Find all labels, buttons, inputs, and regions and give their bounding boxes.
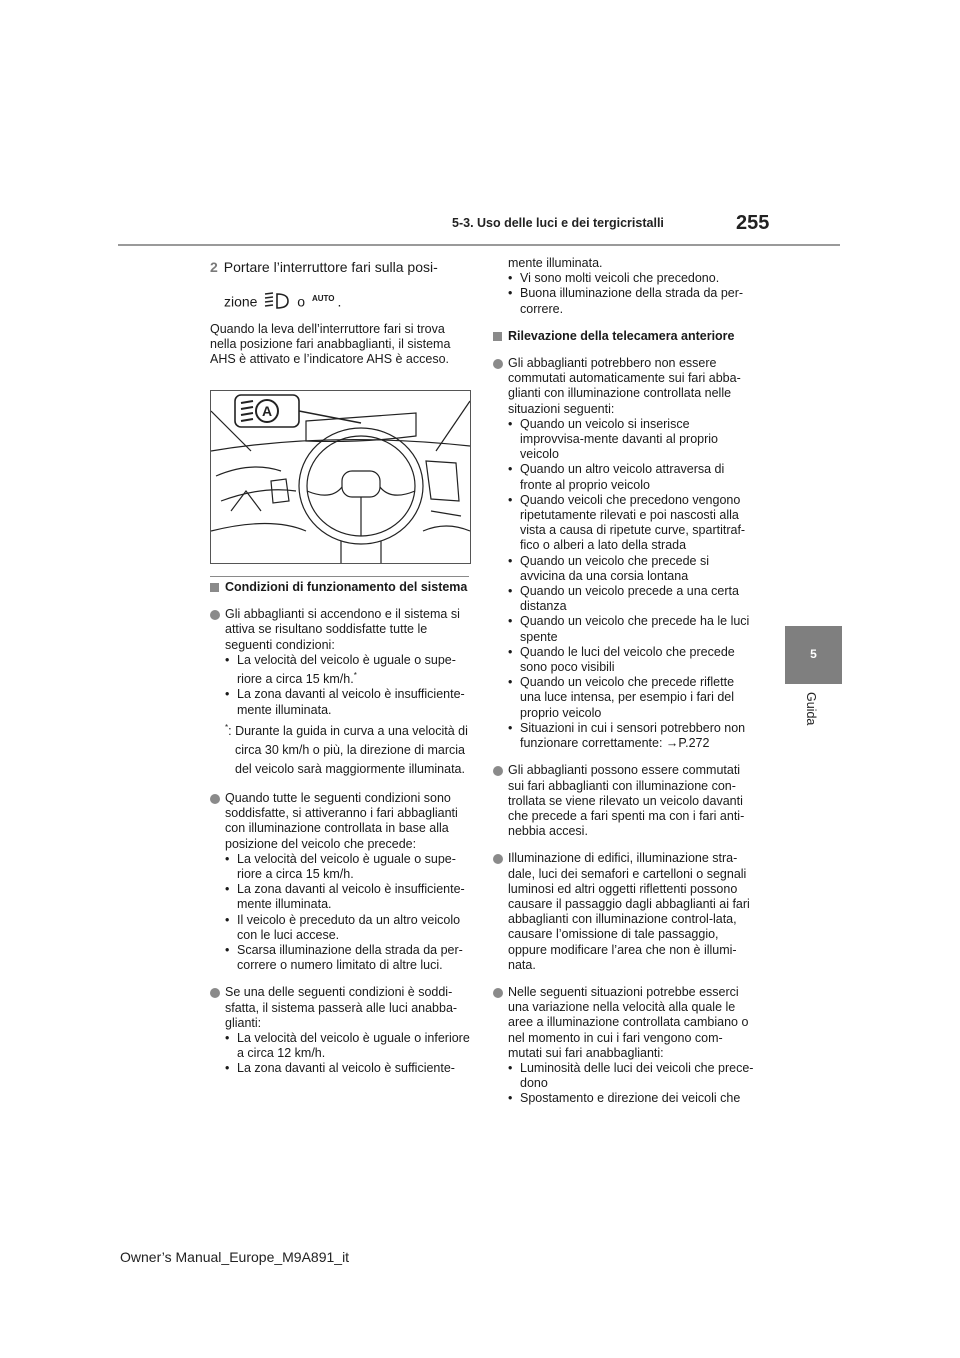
chapter-number: 5 xyxy=(810,647,817,661)
camera-bullet-4-list xyxy=(508,1061,755,1107)
list-item: • Scarsa illuminazione della strada da per-correre o numero limitato di altre luci. xyxy=(225,943,472,973)
list-item: • Spostamento e direzione dei veicoli che xyxy=(508,1091,755,1106)
bullet-1 xyxy=(210,607,472,779)
intro-text: Quando la leva dell’interruttore fari si trova nella posizione fari anabbaglianti, il sistema AHS è attivato e l’indicatore AHS è acceso. xyxy=(210,322,451,367)
circle-bullet-icon xyxy=(493,854,503,864)
footer-text: Owner’s Manual_Europe_M9A891_it xyxy=(120,1249,350,1265)
list-item: • Quando un veicolo precede a una certa distanza xyxy=(508,584,755,614)
chapter-label-wrap xyxy=(782,692,844,732)
chapter-tab[interactable] xyxy=(785,626,842,684)
footnote: *: Durante la guida in curva a una velocità di circa 30 km/h o più, la direzione di marcia del veicolo sarà maggiormente illuminata. xyxy=(225,722,468,776)
circle-bullet-icon xyxy=(210,794,220,804)
bullet-1-text: Gli abbaglianti si accendono e il sistema si attiva se risultano soddisfatte tutte le seguenti condizioni: xyxy=(225,607,460,652)
list-item: • La velocità del veicolo è uguale o supe-riore a circa 15 km/h.* xyxy=(225,653,472,688)
step-text-line1: Portare l’interruttore fari sulla posi- xyxy=(223,259,438,275)
continued-text: mente illuminata. • Vi sono molti veicoli che precedono. • Buona illuminazione della strada da per-correre. xyxy=(493,256,755,317)
bullet-2-list xyxy=(225,852,472,974)
illustration-rule xyxy=(210,576,469,577)
step-text-or: o xyxy=(297,293,306,310)
camera-bullet-1: Gli abbaglianti potrebbero non essere commutati automaticamente sui fari abba-glianti con illuminazione controllata nelle situazioni seguenti: • Quando un veicolo si inserisce improvvisa-mente davanti al proprio veicolo • Quando un altro veicolo attraversa di fronte al proprio veicolo • Quando veicoli che precedono vengono ripetutamente rilevati e poi nascosti alla vista a causa di ripetute curve, spartitraf-fico o alberi a lato della strada • Quando un veicolo che precede si avvicina da una corsia lontana • Quando un veicolo precede a una certa distanza • Quando un veicolo che precede ha le luci spente • Quando le luci del veicolo che precede sono poco visibili • Quando un veicolo che precede riflette una luce intensa, per esempio i fari del proprio veicolo • Situazioni in cui i sensori potrebbero non funzionare correttamente: →P.272 xyxy=(493,356,755,751)
left-column xyxy=(210,580,472,1077)
circle-bullet-icon xyxy=(210,610,220,620)
list-item: • Quando un veicolo si inserisce improvvisa-mente davanti al proprio veicolo xyxy=(508,417,755,463)
list-item: • La velocità del veicolo è uguale o supe-riore a circa 15 km/h. xyxy=(225,852,472,882)
square-bullet-icon xyxy=(493,332,502,341)
ahs-indicator-icon xyxy=(235,395,299,427)
step-text-pre: zione xyxy=(224,293,258,310)
circle-bullet-icon xyxy=(493,988,503,998)
list-item: • Buona illuminazione della strada da per-correre. xyxy=(508,286,755,316)
chapter-label: Guida xyxy=(804,692,818,726)
circle-bullet-icon xyxy=(493,766,503,776)
camera-bullet-2: Gli abbaglianti possono essere commutati sui fari abbaglianti con illuminazione con-trollata se viene rilevato un veicolo davanti che precede a fari spenti ma con i fari anti-nebbia accesi. xyxy=(493,763,755,839)
bullet-3-text: Se una delle seguenti condizioni è soddi-sfatta, il sistema passerà alle luci anabba-glianti: xyxy=(225,985,458,1030)
intro-paragraph xyxy=(210,322,472,368)
bullet-1-list xyxy=(225,653,472,718)
list-item: • Quando un veicolo che precede ha le luci spente xyxy=(508,614,755,644)
header-rule xyxy=(118,244,840,246)
list-item: • Il veicolo è preceduto da un altro veicolo con le luci accese. xyxy=(225,913,472,943)
low-beam-icon xyxy=(264,291,290,315)
circle-bullet-icon xyxy=(493,359,503,369)
list-item: • Quando le luci del veicolo che precede sono poco visibili xyxy=(508,645,755,675)
camera-bullet-4: Nelle seguenti situazioni potrebbe esserci una variazione nella velocità alla quale le aree a illuminazione controllata cambiano o nel momento in cui i fari vengono com-mutati sui fari anabbaglianti: • Luminosità delle luci dei veicoli che prece-dono • Spostamento e direzione dei veicoli che xyxy=(493,985,755,1107)
heading-camera: Rilevazione della telecamera anteriore xyxy=(493,329,755,344)
step-2 xyxy=(210,258,472,315)
continued-list xyxy=(508,271,755,317)
list-item: • La zona davanti al veicolo è insufficiente-mente illuminata. xyxy=(225,882,472,912)
section-title: 5-3. Uso delle luci e dei tergicristalli xyxy=(452,216,664,230)
bullet-3-list xyxy=(225,1031,472,1077)
heading-conditions: Condizioni di funzionamento del sistema xyxy=(210,580,472,595)
list-item: • La velocità del veicolo è uguale o inferiore a circa 12 km/h. xyxy=(225,1031,472,1061)
camera-bullet-3: Illuminazione di edifici, illuminazione stra-dale, luci dei semafori e cartelloni o segnali luminosi ed altri oggetti riflettenti possono causare il passaggio dagli abbaglianti ai fari abbaglianti con illuminazione control-lata, causare l’omissione di tale passaggio, oppure modificare l’area che non è illumi-nata. xyxy=(493,851,755,973)
auto-icon: AUTO xyxy=(311,294,335,303)
list-item: • Quando un altro veicolo attraversa di fronte al proprio veicolo xyxy=(508,462,755,492)
step-number: 2 xyxy=(210,259,218,275)
page-reference-link[interactable]: • Situazioni in cui i sensori potrebbero non funzionare correttamente: →P.272 xyxy=(508,721,755,751)
list-item: • Luminosità delle luci dei veicoli che prece-dono xyxy=(508,1061,755,1091)
bullet-2 xyxy=(210,791,472,973)
dashboard-drawing xyxy=(211,391,470,563)
bullet-3 xyxy=(210,985,472,1076)
list-item: • La zona davanti al veicolo è insufficiente-mente illuminata. xyxy=(225,687,472,717)
dashboard-illustration xyxy=(210,390,471,564)
list-item: • Quando veicoli che precedono vengono ripetutamente rilevati e poi nascosti alla vista a causa di ripetute curve, spartitraf-fico o alberi a lato della strada xyxy=(508,493,755,554)
list-item: • Quando un veicolo che precede riflette una luce intensa, per esempio i fari del proprio veicolo xyxy=(508,675,755,721)
step-text-end: . xyxy=(337,293,342,310)
right-column xyxy=(493,256,755,1107)
camera-bullet-1-list xyxy=(508,417,755,751)
square-bullet-icon xyxy=(210,583,219,592)
list-item: • Quando un veicolo che precede si avvicina da una corsia lontana xyxy=(508,554,755,584)
circle-bullet-icon xyxy=(210,988,220,998)
ahs-indicator-letter: A xyxy=(261,403,273,419)
page-number: 255 xyxy=(736,212,770,234)
step-text-line2 xyxy=(210,290,472,315)
list-item: • La zona davanti al veicolo è sufficiente- xyxy=(225,1061,472,1076)
list-item: • Vi sono molti veicoli che precedono. xyxy=(508,271,755,286)
bullet-2-text: Quando tutte le seguenti condizioni sono soddisfatte, si attiveranno i fari abbaglianti con illuminazione controllata in base alla posizione del veicolo che precede: xyxy=(225,790,458,851)
